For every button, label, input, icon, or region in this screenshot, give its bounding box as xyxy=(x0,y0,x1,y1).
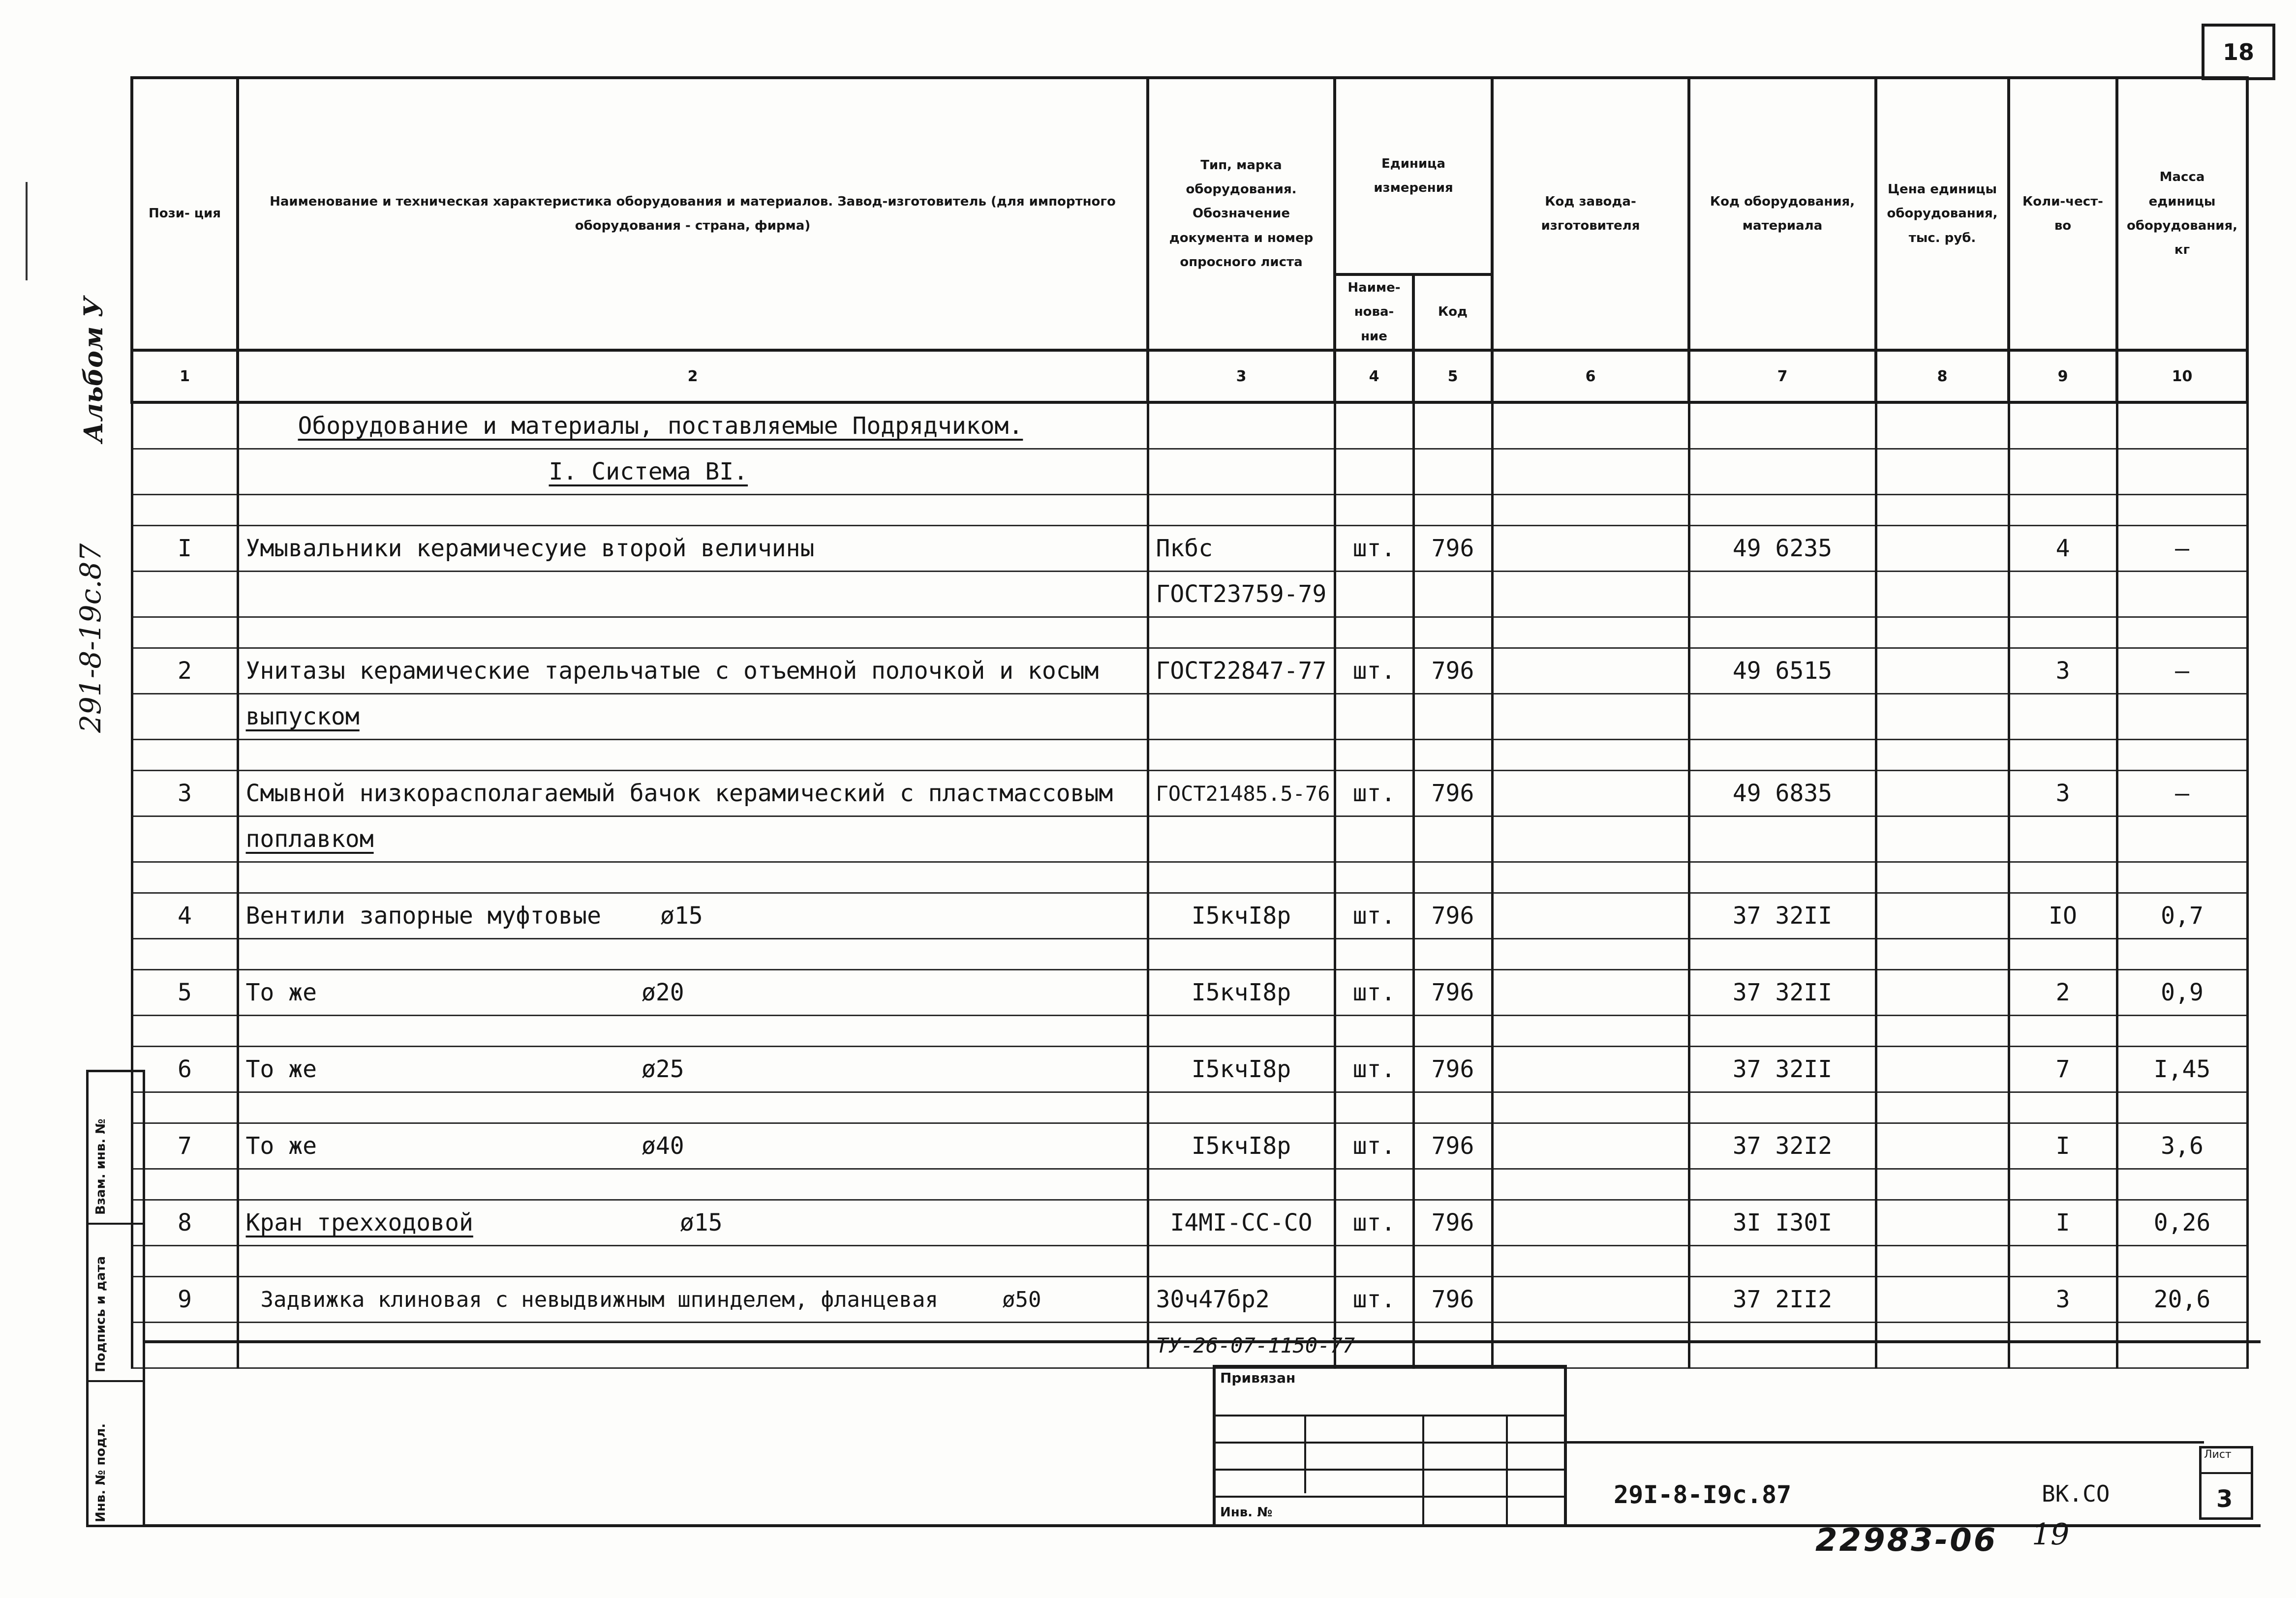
row-position: 6 xyxy=(132,1047,238,1092)
row-equipment-code: 37 32II xyxy=(1689,1047,1876,1092)
table-row-continued xyxy=(132,816,2247,862)
row-unit: шт. xyxy=(1335,893,1413,939)
row-diameter: ø15 xyxy=(679,1209,723,1237)
row-unit-code: 796 xyxy=(1413,970,1492,1016)
colnum-9: 9 xyxy=(2009,350,2117,402)
row-name: То же xyxy=(245,1132,317,1160)
title-block xyxy=(145,1340,2261,1527)
row-diameter: ø20 xyxy=(642,979,684,1007)
row-unit: шт. xyxy=(1335,970,1413,1016)
row-unit: шт. xyxy=(1335,526,1413,572)
row-type: I4МI-СС-СО xyxy=(1148,1200,1335,1246)
row-unit: шт. xyxy=(1335,1277,1413,1323)
table-row xyxy=(132,1200,2247,1246)
sheet-label: Лист xyxy=(2204,1448,2232,1461)
row-equipment-code: 3I I30I xyxy=(1689,1200,1876,1246)
header-factory-code: Код завода-изготовителя xyxy=(1492,78,1689,350)
row-type: Пкбс xyxy=(1148,526,1335,572)
row-position: 9 xyxy=(132,1277,238,1323)
sheet-number: 3 xyxy=(2216,1485,2233,1513)
header-name: Наименование и техническая характеристика оборудования и материалов. Завод-изготовитель (для импортного оборудования - страна, фирма) xyxy=(238,78,1148,350)
specification-table xyxy=(130,76,2249,1369)
row-mass: 0,7 xyxy=(2117,893,2247,939)
row-equipment-code: 37 32II xyxy=(1689,893,1876,939)
row-quantity: 2 xyxy=(2009,970,2117,1016)
subsection-row xyxy=(132,449,2247,495)
stamp-label-signature-date: Подпись и дата xyxy=(93,1256,108,1372)
header-equipment-code: Код оборудования, материала xyxy=(1689,78,1876,350)
row-mass: 0,9 xyxy=(2117,970,2247,1016)
row-unit: шт. xyxy=(1335,1200,1413,1246)
row-mass: – xyxy=(2117,526,2247,572)
row-type-document: ГОСТ23759-79 xyxy=(1148,572,1335,617)
row-unit-code: 796 xyxy=(1413,526,1492,572)
header-mass: Масса единицы оборудования, кг xyxy=(2117,78,2247,350)
row-name: Умывальники керамичесуие второй величины xyxy=(238,526,1148,572)
row-quantity: 3 xyxy=(2009,771,2117,816)
row-position: 8 xyxy=(132,1200,238,1246)
colnum-4: 4 xyxy=(1335,350,1413,402)
table-row-continued xyxy=(132,572,2247,617)
header-quantity: Коли-чест-во xyxy=(2009,78,2117,350)
row-position: 3 xyxy=(132,771,238,816)
row-unit-code: 796 xyxy=(1413,648,1492,694)
document-suffix: ВК.СО xyxy=(2042,1480,2110,1507)
side-doc-number: 291-8-19с.87 xyxy=(74,543,107,733)
table-row-continued xyxy=(132,694,2247,740)
stamp-label-inv-original: Инв. № подл. xyxy=(93,1423,108,1522)
row-type: 30ч47бр2 xyxy=(1148,1277,1335,1323)
colnum-7: 7 xyxy=(1689,350,1876,402)
table-row xyxy=(132,1123,2247,1169)
row-name: То же xyxy=(245,979,317,1007)
row-name: Кран трехходовой xyxy=(245,1209,473,1237)
row-unit-code: 796 xyxy=(1413,1277,1492,1323)
row-mass: I,45 xyxy=(2117,1047,2247,1092)
row-type-document: ТУ-26-07-1150-77 xyxy=(1148,1323,1335,1368)
row-unit-code: 796 xyxy=(1413,893,1492,939)
row-quantity: I xyxy=(2009,1123,2117,1169)
row-diameter: ø40 xyxy=(642,1132,684,1160)
colnum-10: 10 xyxy=(2117,350,2247,402)
row-unit-code: 796 xyxy=(1413,1200,1492,1246)
row-quantity: IO xyxy=(2009,893,2117,939)
archive-number: 22983-06 xyxy=(1815,1522,1998,1559)
colnum-3: 3 xyxy=(1148,350,1335,402)
row-equipment-code: 37 32II xyxy=(1689,970,1876,1016)
inventory-label: Инв. № xyxy=(1220,1505,1273,1520)
row-unit-code: 796 xyxy=(1413,1123,1492,1169)
header-type: Тип, марка оборудования. Обозначение документа и номер опросного листа xyxy=(1148,78,1335,350)
table-row xyxy=(132,893,2247,939)
section-row xyxy=(132,402,2247,449)
row-type: I5кчI8р xyxy=(1148,893,1335,939)
row-quantity: I xyxy=(2009,1200,2117,1246)
header-row xyxy=(132,78,2247,274)
row-type: I5кчI8р xyxy=(1148,1047,1335,1092)
row-name: То же xyxy=(245,1055,317,1084)
row-name: Задвижка клиновая с невыдвижным шпинделем, фланцевая xyxy=(260,1287,938,1312)
table-row xyxy=(132,771,2247,816)
row-unit-code: 796 xyxy=(1413,771,1492,816)
row-name: Смывной низкорасполагаемый бачок керамический с пластмассовым xyxy=(238,771,1148,816)
row-equipment-code: 49 6835 xyxy=(1689,771,1876,816)
row-name: Вентили запорные муфтовые xyxy=(245,902,601,930)
row-mass: – xyxy=(2117,648,2247,694)
approval-box xyxy=(1213,1365,1567,1527)
colnum-1: 1 xyxy=(132,350,238,402)
row-diameter: ø15 xyxy=(660,902,703,930)
row-type: I5кчI8р xyxy=(1148,970,1335,1016)
row-position: 5 xyxy=(132,970,238,1016)
table-row xyxy=(132,1047,2247,1092)
document-code: 29I-8-I9с.87 xyxy=(1614,1480,1792,1509)
table-row xyxy=(132,1277,2247,1323)
row-position: 4 xyxy=(132,893,238,939)
row-equipment-code: 37 32I2 xyxy=(1689,1123,1876,1169)
header-position: Пози- ция xyxy=(132,78,238,350)
row-quantity: 3 xyxy=(2009,648,2117,694)
row-diameter: ø50 xyxy=(1002,1287,1041,1312)
header-price: Цена единицы оборудования, тыс. руб. xyxy=(1876,78,2009,350)
table-row xyxy=(132,970,2247,1016)
row-equipment-code: 37 2II2 xyxy=(1689,1277,1876,1323)
row-unit-code: 796 xyxy=(1413,1047,1492,1092)
header-unit-name: Наиме-нова-ние xyxy=(1335,274,1413,350)
row-unit: шт. xyxy=(1335,1047,1413,1092)
row-equipment-code: 49 6515 xyxy=(1689,648,1876,694)
colnum-2: 2 xyxy=(238,350,1148,402)
row-unit: шт. xyxy=(1335,648,1413,694)
header-unit-code: Код xyxy=(1413,274,1492,350)
subsection-title: I. Система BI. xyxy=(549,458,748,486)
row-name: Унитазы керамические тарельчатые с отъемной полочкой и косым xyxy=(238,648,1148,694)
colnum-5: 5 xyxy=(1413,350,1492,402)
row-quantity: 3 xyxy=(2009,1277,2117,1323)
colnum-8: 8 xyxy=(1876,350,2009,402)
row-type: ГОСТ22847-77 xyxy=(1148,648,1335,694)
row-type: ГОСТ21485.5-76 xyxy=(1148,771,1335,816)
row-mass: – xyxy=(2117,771,2247,816)
row-unit: шт. xyxy=(1335,1123,1413,1169)
row-position: 2 xyxy=(132,648,238,694)
row-equipment-code: 49 6235 xyxy=(1689,526,1876,572)
row-quantity: 7 xyxy=(2009,1047,2117,1092)
margin-mark xyxy=(26,182,28,280)
colnum-6: 6 xyxy=(1492,350,1689,402)
row-name-continued: поплавком xyxy=(245,825,374,853)
row-position: 7 xyxy=(132,1123,238,1169)
row-name-continued: выпуском xyxy=(245,703,360,731)
column-numbers-row xyxy=(132,350,2247,402)
row-mass: 0,26 xyxy=(2117,1200,2247,1246)
row-quantity: 4 xyxy=(2009,526,2117,572)
table-row xyxy=(132,526,2247,572)
page-number: 18 xyxy=(2202,24,2275,80)
approval-label: Привязан xyxy=(1220,1370,1296,1386)
album-label: Альбом У xyxy=(79,297,109,443)
archive-sheet: 19 xyxy=(2032,1517,2070,1552)
row-mass: 3,6 xyxy=(2117,1123,2247,1169)
table-row xyxy=(132,648,2247,694)
row-type: I5кчI8р xyxy=(1148,1123,1335,1169)
row-mass: 20,6 xyxy=(2117,1277,2247,1323)
row-diameter: ø25 xyxy=(642,1055,684,1084)
row-position: I xyxy=(132,526,238,572)
row-unit: шт. xyxy=(1335,771,1413,816)
section-title: Оборудование и материалы, поставляемые Подрядчиком. xyxy=(298,412,1023,440)
stamp-label-replace-inv: Взам. инв. № xyxy=(93,1118,108,1215)
header-unit-group: Единица измерения xyxy=(1335,78,1492,274)
